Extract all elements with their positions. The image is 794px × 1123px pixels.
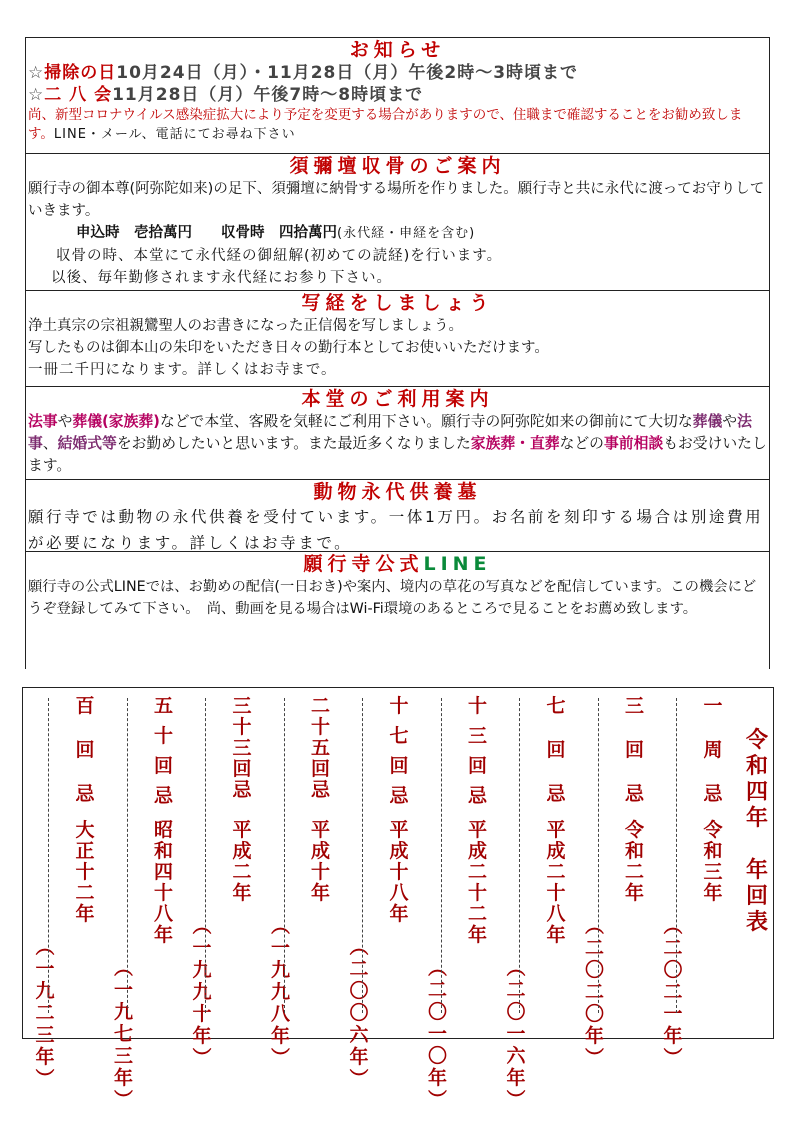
section-title: お知らせ [349,39,446,61]
memorial-name-char: 忌 [75,783,95,805]
year-char: 年 [270,1025,290,1047]
year-char: 二 [584,981,604,1003]
year-char: ︵ [35,936,55,958]
memorial-year [498,958,534,1112]
section-title: 本堂のご利用案内 [301,388,494,410]
memorial-name-char: 三 [232,737,252,759]
memorial-name-char: 忌 [389,785,409,807]
memorial-year [577,916,613,1070]
year-char: 一 [113,979,133,1001]
year-char: 年 [427,1067,447,1089]
year-char: 一 [270,937,290,959]
section-shumidan [26,154,769,291]
memorial-name-char: 回 [624,739,644,761]
memorial-name-char: 七 [389,725,409,747]
era-char: 成 [389,840,409,862]
notice-board [25,37,770,669]
year-char: 〇 [663,959,683,981]
year-char: 年 [349,1046,369,1068]
year-char: ︵ [349,936,369,958]
year-char: ︵ [506,957,526,979]
year-char: 九 [192,981,212,1003]
memorial-year [420,958,456,1112]
column-divider [205,698,206,1013]
year-char: ︶ [584,1047,604,1069]
price-collection: 収骨時 四拾萬円 [221,225,337,241]
memorial-name-char: 忌 [310,779,330,801]
year-char: 年 [113,1067,133,1089]
era-char: 十 [310,861,330,883]
column-divider [362,698,363,1013]
year-char: 二 [663,981,683,1003]
era-char: 成 [232,840,252,862]
year-char: 年 [584,1025,604,1047]
hondo-text: 、 [42,435,58,452]
year-char: 一 [506,1023,526,1045]
section-shakyo [26,291,769,387]
year-char: ︵ [427,957,447,979]
memorial-name-char: 五 [310,737,330,759]
memorial-name-char: 七 [546,695,566,717]
column-divider [127,698,128,1013]
era-char: 成 [546,840,566,862]
year-char: ︶ [35,1068,55,1090]
shakyo-line3: 一冊二千円になります。詳しくはお寺まで。 [28,362,337,378]
memorial-name-char: 回 [232,758,252,780]
memorial-name-char: 一 [703,695,723,717]
year-char: ︵ [270,915,290,937]
memorial-name-char: 回 [310,758,330,780]
year-char: ︶ [427,1089,447,1111]
highlight-sogi: 葬儀(家族葬) [72,413,160,430]
memorial-name-char: 十 [467,695,487,717]
covid-note-contact: LINE・メール、電話にてお尋ね下さい [53,127,296,142]
shumidan-line3: 以後、毎年勤修されます永代経にお参り下さい。 [51,270,392,286]
shumidan-prices [26,222,769,245]
memorial-era [224,820,260,904]
line-body: 願行寺の公式LINEでは、お勤めの配信(一日おき)や案内、境内の草花の写真などを配信しています。この機会にどうぞ登録してみて下さい。 尚、動画を見る場合はWi-Fi環境のあるところで見ることをお薦め致します。 [28,579,757,617]
era-char: 十 [389,861,409,883]
memorial-era [538,820,574,946]
era-char: 平 [310,819,330,841]
era-char: 年 [310,882,330,904]
memorial-name-char: 十 [389,695,409,717]
era-char: 二 [75,882,95,904]
era-char: 平 [389,819,409,841]
year-char: ︵ [192,915,212,937]
year-char: 二 [35,1002,55,1024]
year-char: 〇 [427,1045,447,1067]
year-char: 六 [349,1024,369,1046]
memorial-era [303,820,339,904]
nihachi-kai-label: 二 八 会 [44,85,113,105]
era-char: 年 [624,882,644,904]
year-char: ︵ [584,915,604,937]
era-char: 二 [467,903,487,925]
year-char: 〇 [349,980,369,1002]
era-char: 和 [153,840,173,862]
section-oshirase [26,38,769,154]
era-char: 昭 [153,819,173,841]
memorial-name-char: 回 [467,755,487,777]
era-char: 三 [703,861,723,883]
star-mark: ☆ [28,63,45,83]
year-char: 九 [113,1001,133,1023]
year-char: ︵ [663,915,683,937]
section-title: 須彌壇収骨のご案内 [289,155,506,177]
era-char: 年 [153,924,173,946]
line-title-prefix: 願行寺公式 [303,553,424,575]
memorial-era [617,820,653,904]
year-char: 〇 [349,1002,369,1024]
nenki-column [113,695,182,1111]
era-char: 四 [153,861,173,883]
era-char: 八 [546,903,566,925]
nenki-column [427,695,496,1111]
year-char: ︵ [113,957,133,979]
memorial-name-char: 三 [624,695,644,717]
section-line [26,552,769,670]
memorial-year [341,937,377,1091]
hondo-text: などの [559,435,604,452]
year-char: ︶ [113,1089,133,1111]
memorial-name-char: 三 [232,695,252,717]
year-char: 二 [349,958,369,980]
memorial-name-char: 回 [546,739,566,761]
era-char: 十 [546,882,566,904]
era-char: 大 [75,819,95,841]
era-char: 二 [546,861,566,883]
memorial-name-char: 三 [467,725,487,747]
year-char: 〇 [584,1003,604,1025]
era-char: 年 [703,882,723,904]
line-title-brand: LINE [423,553,492,575]
year-char: ︶ [192,1047,212,1069]
year-char: 九 [270,959,290,981]
section-title: 動物永代供養墓 [313,481,482,503]
memorial-era [67,820,103,925]
price-application: 申込時 壱拾萬円 [76,225,192,241]
era-char: 年 [389,903,409,925]
covid-note [26,106,769,144]
memorial-name-char: 十 [232,716,252,738]
memorial-name-char: 回 [153,755,173,777]
era-char: 年 [232,882,252,904]
era-char: 成 [310,840,330,862]
year-char: 一 [192,937,212,959]
memorial-name-char: 忌 [624,783,644,805]
memorial-name-char: 忌 [232,779,252,801]
hondo-text: や [722,413,738,430]
year-char: 年 [506,1067,526,1089]
year-char: 八 [270,1003,290,1025]
memorial-name-char: 十 [153,725,173,747]
era-char: 年 [546,924,566,946]
column-divider [441,698,442,1013]
shumidan-line2: 収骨の時、本堂にて永代経の御紐解(初めての読経)を行います。 [56,248,503,264]
era-char: 二 [467,861,487,883]
nihachi-kai-dates: 11月28日（月）午後7時～8時頃まで [112,85,424,105]
memorial-name-char: 回 [75,739,95,761]
hondo-text: などで本堂、客殿を気軽にご利用下さい。願行寺の阿弥陀如来の御前にて大切な [159,413,693,430]
era-char: 二 [232,861,252,883]
memorial-name-char: 忌 [153,785,173,807]
memorial-name-char: 十 [310,716,330,738]
nihachi-kai-line [26,84,769,106]
memorial-name-char: 五 [153,695,173,717]
era-char: 八 [389,882,409,904]
column-divider [48,698,49,1013]
year-char: 年 [35,1046,55,1068]
nenki-column [584,695,653,1069]
memorial-name-char: 二 [310,695,330,717]
shakyo-line1: 浄土真宗の宗祖親鸞聖人のお書きになった正信偈を写しましょう。 [28,318,463,334]
shumidan-body: 願行寺の御本尊(阿弥陀如来)の足下、須彌壇に納骨する場所を作りました。願行寺と共に永代に渡ってお守りしていきます。 [28,181,765,219]
memorial-year [184,916,220,1070]
year-char: 年 [192,1025,212,1047]
memorial-year [655,916,691,1070]
year-char: 七 [113,1023,133,1045]
era-char: 年 [467,924,487,946]
year-char: 二 [584,937,604,959]
memorial-name-char: 忌 [546,783,566,805]
memorial-year [27,937,63,1091]
cleaning-day-line [26,62,769,84]
memorial-era [460,820,496,946]
price-note: (永代経・申経を含む) [337,226,476,241]
cleaning-day-dates: 10月24日（月）・11月28日（月）午後2時～3時頃まで [116,63,579,83]
highlight-consult: 事前相談 [603,435,664,452]
highlight-wedding: 結婚式等 [57,435,117,452]
year-char: 〇 [506,1001,526,1023]
nenki-column [270,695,339,1069]
column-divider [284,698,285,1013]
era-char: 平 [546,819,566,841]
era-char: 十 [153,882,173,904]
year-char: ︶ [270,1047,290,1069]
memorial-year [263,916,299,1070]
year-char: 三 [35,1024,55,1046]
year-char: 〇 [427,1001,447,1023]
year-char: ︶ [506,1089,526,1111]
hondo-text: もお受けいたします。 [28,435,767,474]
highlight-hoji: 法事 [28,413,58,430]
year-char: 年 [663,1025,683,1047]
year-char: 二 [427,979,447,1001]
year-char: 一 [427,1023,447,1045]
highlight-sogi-2: 葬儀 [692,413,723,430]
section-title [26,552,769,576]
covid-note-text: 尚、新型コロナウイルス感染症拡大により予定を変更する場合がありますので、住職まで確認することをお勧め致します。 [28,107,743,142]
year-char: ︶ [663,1047,683,1069]
nenki-column [192,695,260,1069]
era-char: 平 [232,819,252,841]
cleaning-day-label: 掃除の日 [44,63,117,83]
era-char: 和 [703,840,723,862]
nenki-column [506,695,574,1111]
section-hondo [26,387,769,480]
highlight-hoji-2: 法事 [28,413,752,452]
year-char: 三 [113,1045,133,1067]
year-char: 二 [506,979,526,1001]
memorial-era [695,820,731,904]
column-divider [598,698,599,1013]
nenki-column [35,695,103,1090]
year-char: 一 [35,958,55,980]
shakyo-line2: 写したものは御本山の朱印をいただき日々の勤行本としてお使いいただけます。 [28,340,549,356]
era-char: 十 [467,882,487,904]
era-char: 正 [75,840,95,862]
era-char: 令 [703,819,723,841]
star-mark: ☆ [28,85,45,105]
era-char: 成 [467,840,487,862]
era-char: 八 [153,903,173,925]
memorial-name-char: 百 [75,695,95,717]
memorial-name-char: 周 [703,739,723,761]
section-title: 写経をしましょう [301,292,494,314]
year-char: 六 [506,1045,526,1067]
year-char: 一 [663,1003,683,1025]
era-char: 令 [624,819,644,841]
year-char: 九 [192,959,212,981]
year-char: 九 [35,980,55,1002]
year-char: 〇 [584,959,604,981]
nenki-column [349,695,417,1090]
year-char: 十 [192,1003,212,1025]
era-char: 平 [467,819,487,841]
dobutsu-body: 願行寺では動物の永代供養を受付ています。一体1万円。お名前を刻印する場合は別途費用が必要になります。詳しくはお寺まで。 [28,508,764,552]
hondo-body [26,411,769,477]
highlight-kazokuso: 家族葬・直葬 [470,435,560,452]
memorial-era [381,820,417,925]
hondo-text: や [57,413,73,430]
memorial-year [106,958,142,1112]
memorial-name-char: 忌 [467,785,487,807]
era-char: 二 [624,861,644,883]
column-divider [676,698,677,1013]
era-char: 和 [624,840,644,862]
year-char: 二 [663,937,683,959]
nenki-table [22,687,774,1111]
memorial-era [146,820,182,946]
nenki-column [663,695,731,1069]
era-char: 年 [75,903,95,925]
nenki-table-title: 令 和 四 年 年 回 表 [745,728,768,935]
section-dobutsu [26,480,769,552]
memorial-name-char: 回 [389,755,409,777]
year-char: ︶ [349,1068,369,1090]
memorial-name-char: 忌 [703,783,723,805]
hondo-text: をお勤めしたいと思います。また最近多くなりました [116,435,471,452]
era-char: 十 [75,861,95,883]
year-char: 九 [270,981,290,1003]
column-divider [519,698,520,1013]
